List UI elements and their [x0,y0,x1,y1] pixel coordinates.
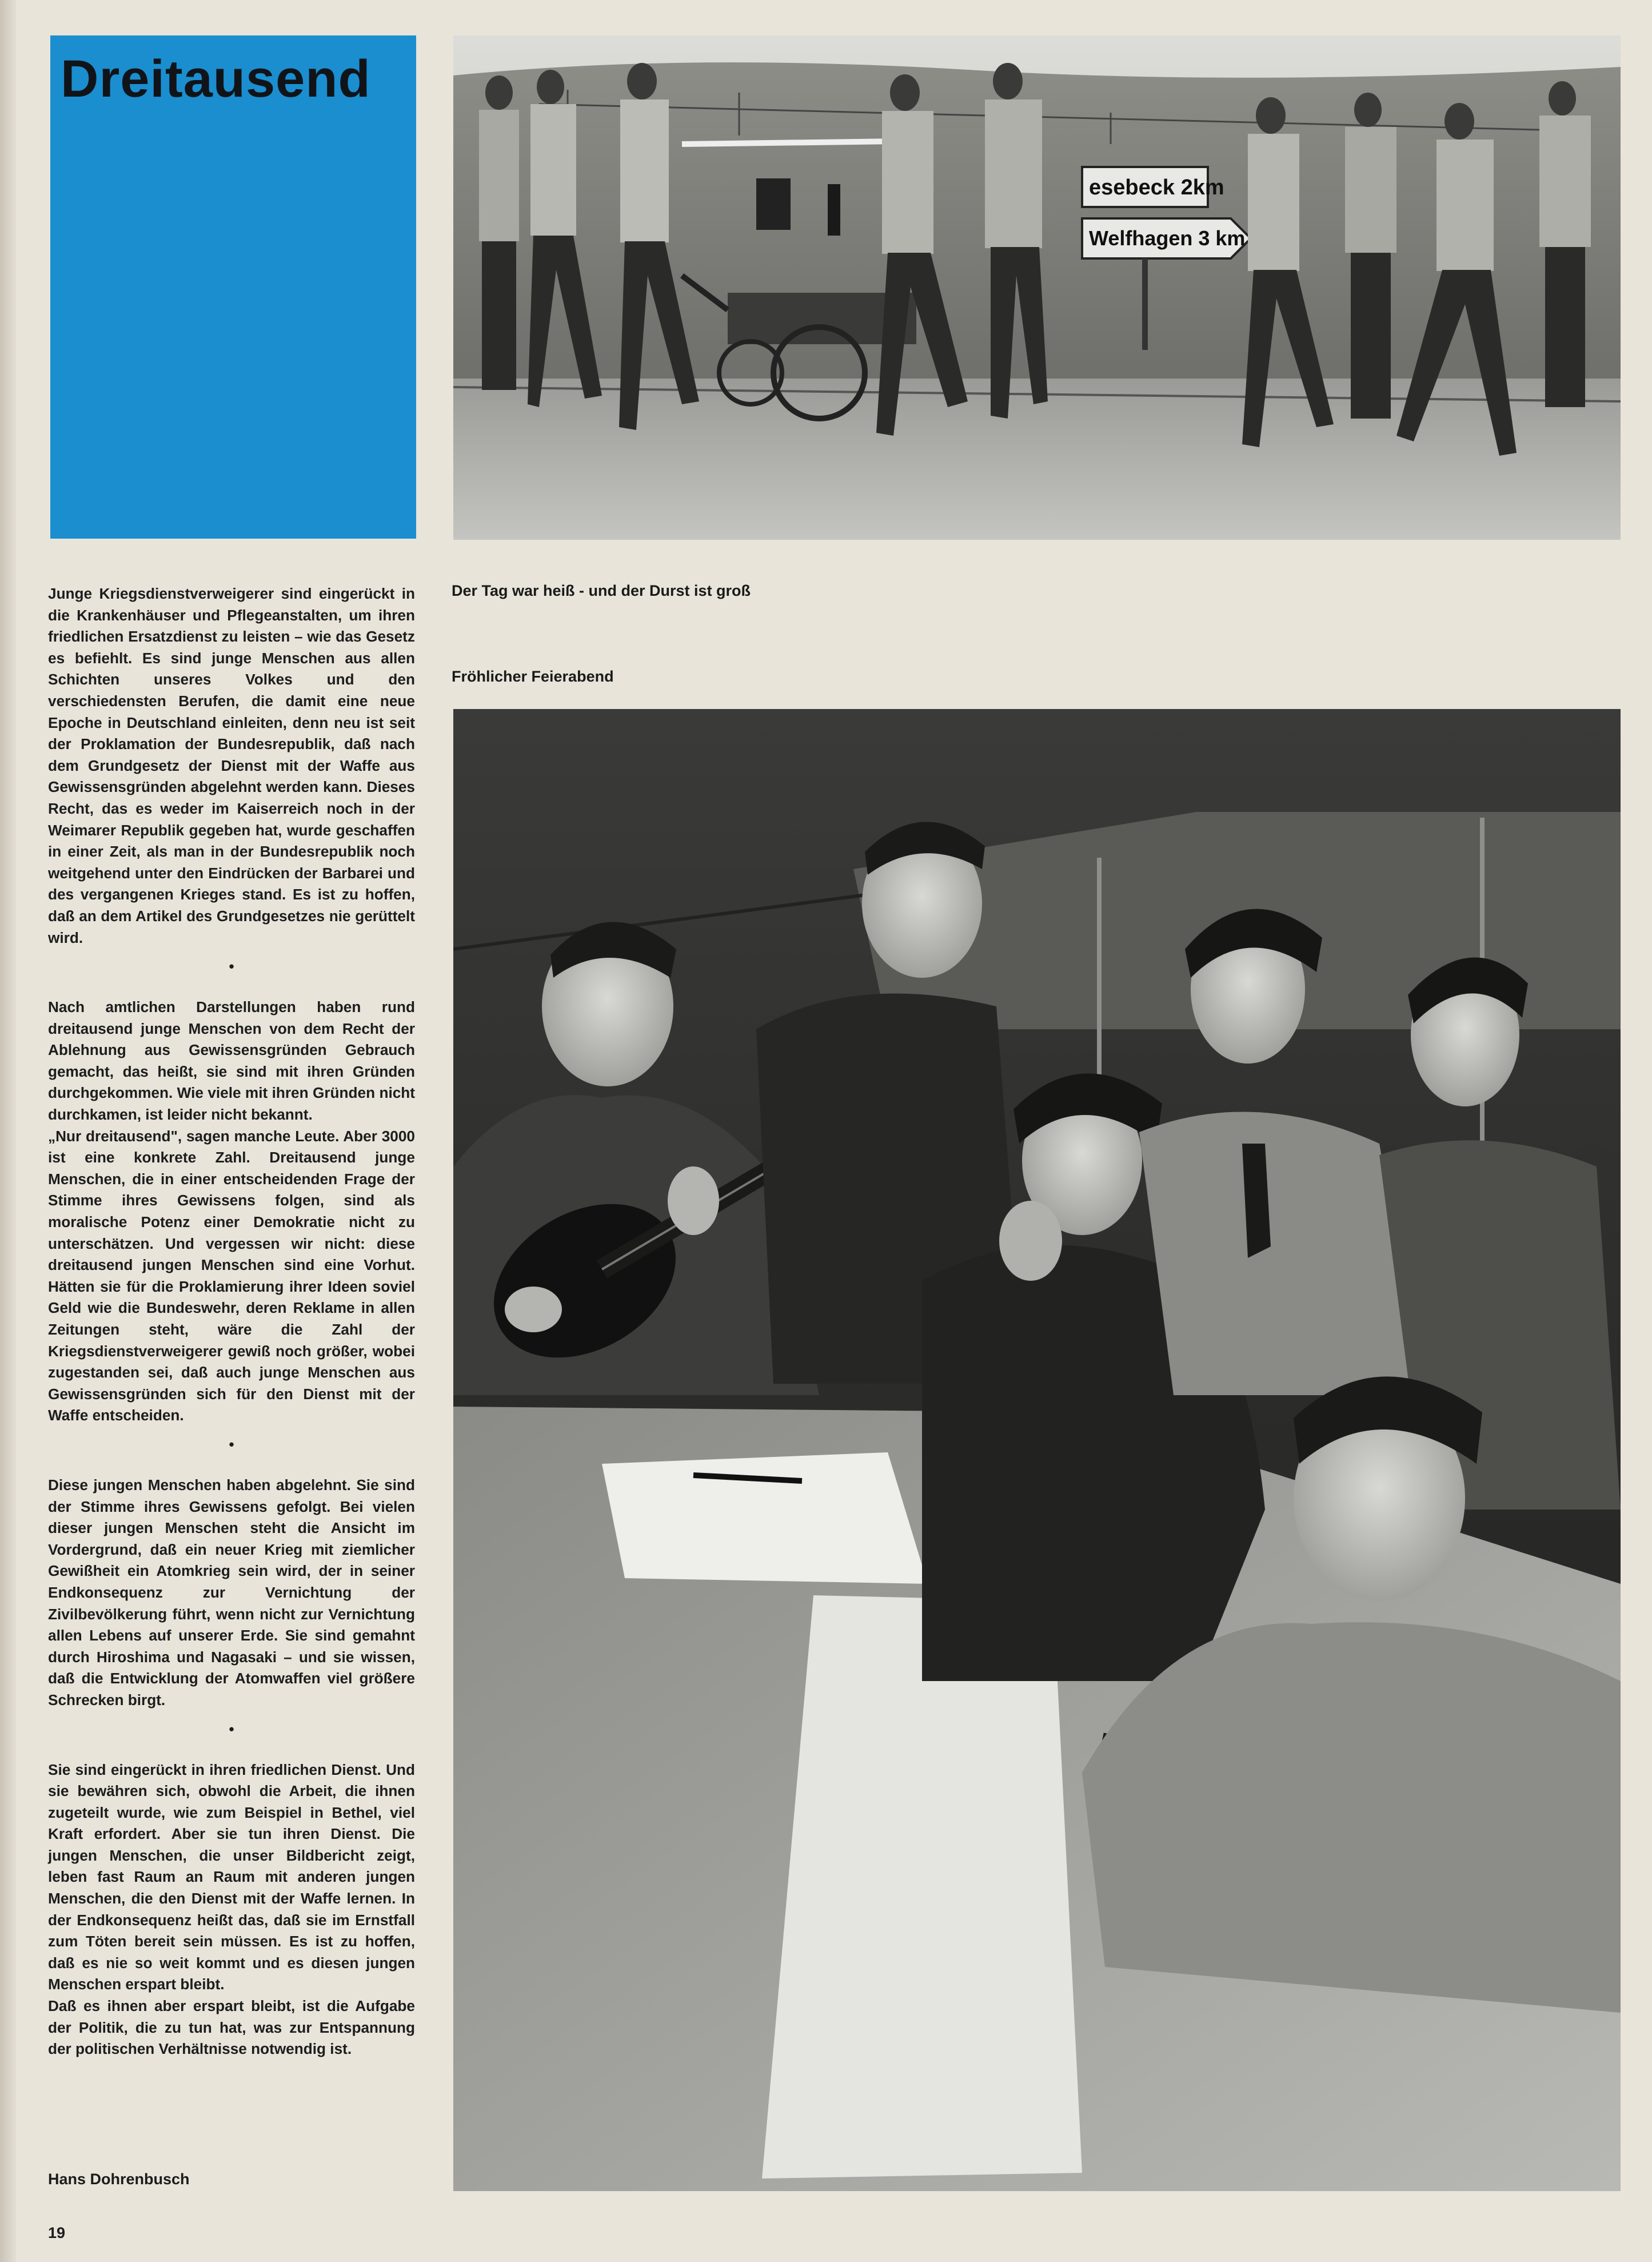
article-paragraph-4a: Sie sind eingerückt in ihren friedlichen Dienst. Und sie bewähren sich, obwohl die Arbeit, die ihnen zugeteilt wurde, wie zum Beispiel in Bethel, viel Kraft erfordert. Aber sie tun ihren Dienst. Die jungen Menschen, die unser Bildbericht zeigt, leben fast Raum an Raum mit anderen jungen Menschen, die den Dienst mit der Waffe lernen. In der Endkonsequenz heißt das, daß sie im Ernstfall zum Töten bereit sein müssen. Es ist zu hoffen, daß es nie so weit kommt und es diesen jungen Menschen erspart bleibt. [48,1761,415,1993]
section-separator: • [229,1720,234,1738]
page-number: 19 [48,2224,66,2241]
section-separator: • [229,1435,234,1453]
caption-bottom-photo: Fröhlicher Feierabend [452,668,614,685]
article-paragraph-4b: Daß es ihnen aber erspart bleibt, ist die Aufgabe der Politik, die zu tun hat, was zur Entspannung der politischen Verhältnisse notwendig ist. [48,1997,415,2058]
article-paragraph-2b: „Nur dreitausend", sagen manche Leute. Aber 3000 ist eine konkrete Zahl. Dreitausend junge Menschen, die in einer entscheidenden Frage der Stimme ihres Gewissens folgen, sind als moralische Potenz einer Demokratie nicht zu unterschätzen. Und vergessen wir nicht: diese dreitausend jungen Menschen sind eine Vorhut. Hätten sie für die Proklamierung ihrer Ideen soviel Geld wie die Bundeswehr, deren Reklame in allen Zeitungen steht, wäre die Zahl der Kriegsdienstverweigerer gewiß noch größer, wobei zugestanden sei, daß auch junge Menschen aus Gewissensgründen sich für den Dienst mit der Waffe entscheiden. [48,1127,415,1424]
article-paragraph-1: Junge Kriegsdienstverweigerer sind eingerückt in die Krankenhäuser und Pflegeanstalten, um ihren friedlichen Ersatzdienst zu leisten – wie das Gesetz es befiehlt. Es sind junge Menschen aus allen Schichten unseres Volkes und den verschiedensten Berufen, die damit eine neue Epoche in Deutschland einleiten, denn neu ist seit der Proklamation der Bundesrepublik, daß nach dem Grundgesetz der Dienst mit der Waffe aus Gewissensgründen abgelehnt werden kann. Dieses Recht, das es weder im Kaiserreich noch in der Weimarer Republik gegeben hat, wurde geschaffen in einer Zeit, als man in der Bundesrepublik noch weitgehend unter den Eindrücken der Barbarei und des vergangenen Krieges stand. Es ist zu hoffen, daß an dem Artikel des Grundgesetzes nie gerüttelt wird. [48,585,415,946]
photo-marching-men [453,35,1621,540]
article-body [48,583,415,2060]
section-separator: • [229,958,234,975]
article-paragraph-3: Diese jungen Menschen haben abgelehnt. Sie sind der Stimme ihres Gewissens gefolgt. Bei vielen dieser jungen Menschen steht die Ansicht im Vordergrund, daß ein neuer Krieg mit ziemlicher Gewißheit ein Atomkrieg sein wird, der in seiner Endkonsequenz zur Vernichtung der Zivilbevölkerung führt, wenn nicht zur Vernichtung allen Lebens auf unserer Erde. Sie sind gemahnt durch Hiroshima und Nagasaki – und sie wissen, daß die Entwicklung der Atomwaffen viel größere Schrecken birgt. [48,1476,415,1709]
article-paragraph-2a: Nach amtlichen Darstellungen haben rund dreitausend junge Menschen von dem Recht der Ablehnung aus Gewissensgründen Gebrauch gemacht, das heißt, sie sind mit ihren Gründen durchgekommen. Wie viele mit ihren Gründen nicht durchkamen, ist leider nicht bekannt. [48,998,415,1124]
title-block [50,35,416,539]
page-title: Dreitausend [61,50,371,108]
page-binding-edge [0,0,16,2262]
caption-top-photo: Der Tag war heiß - und der Durst ist groß [452,582,751,599]
paper-notes [602,1452,928,1584]
road-sign-1: esebeck 2km [1089,176,1224,200]
road-sign-2: Welfhagen 3 km [1089,226,1246,250]
author-name: Hans Dohrenbusch [48,2171,190,2188]
evening-gathering-image [453,709,1621,2191]
photo-evening-gathering [453,709,1621,2191]
marching-men-image [453,35,1621,540]
